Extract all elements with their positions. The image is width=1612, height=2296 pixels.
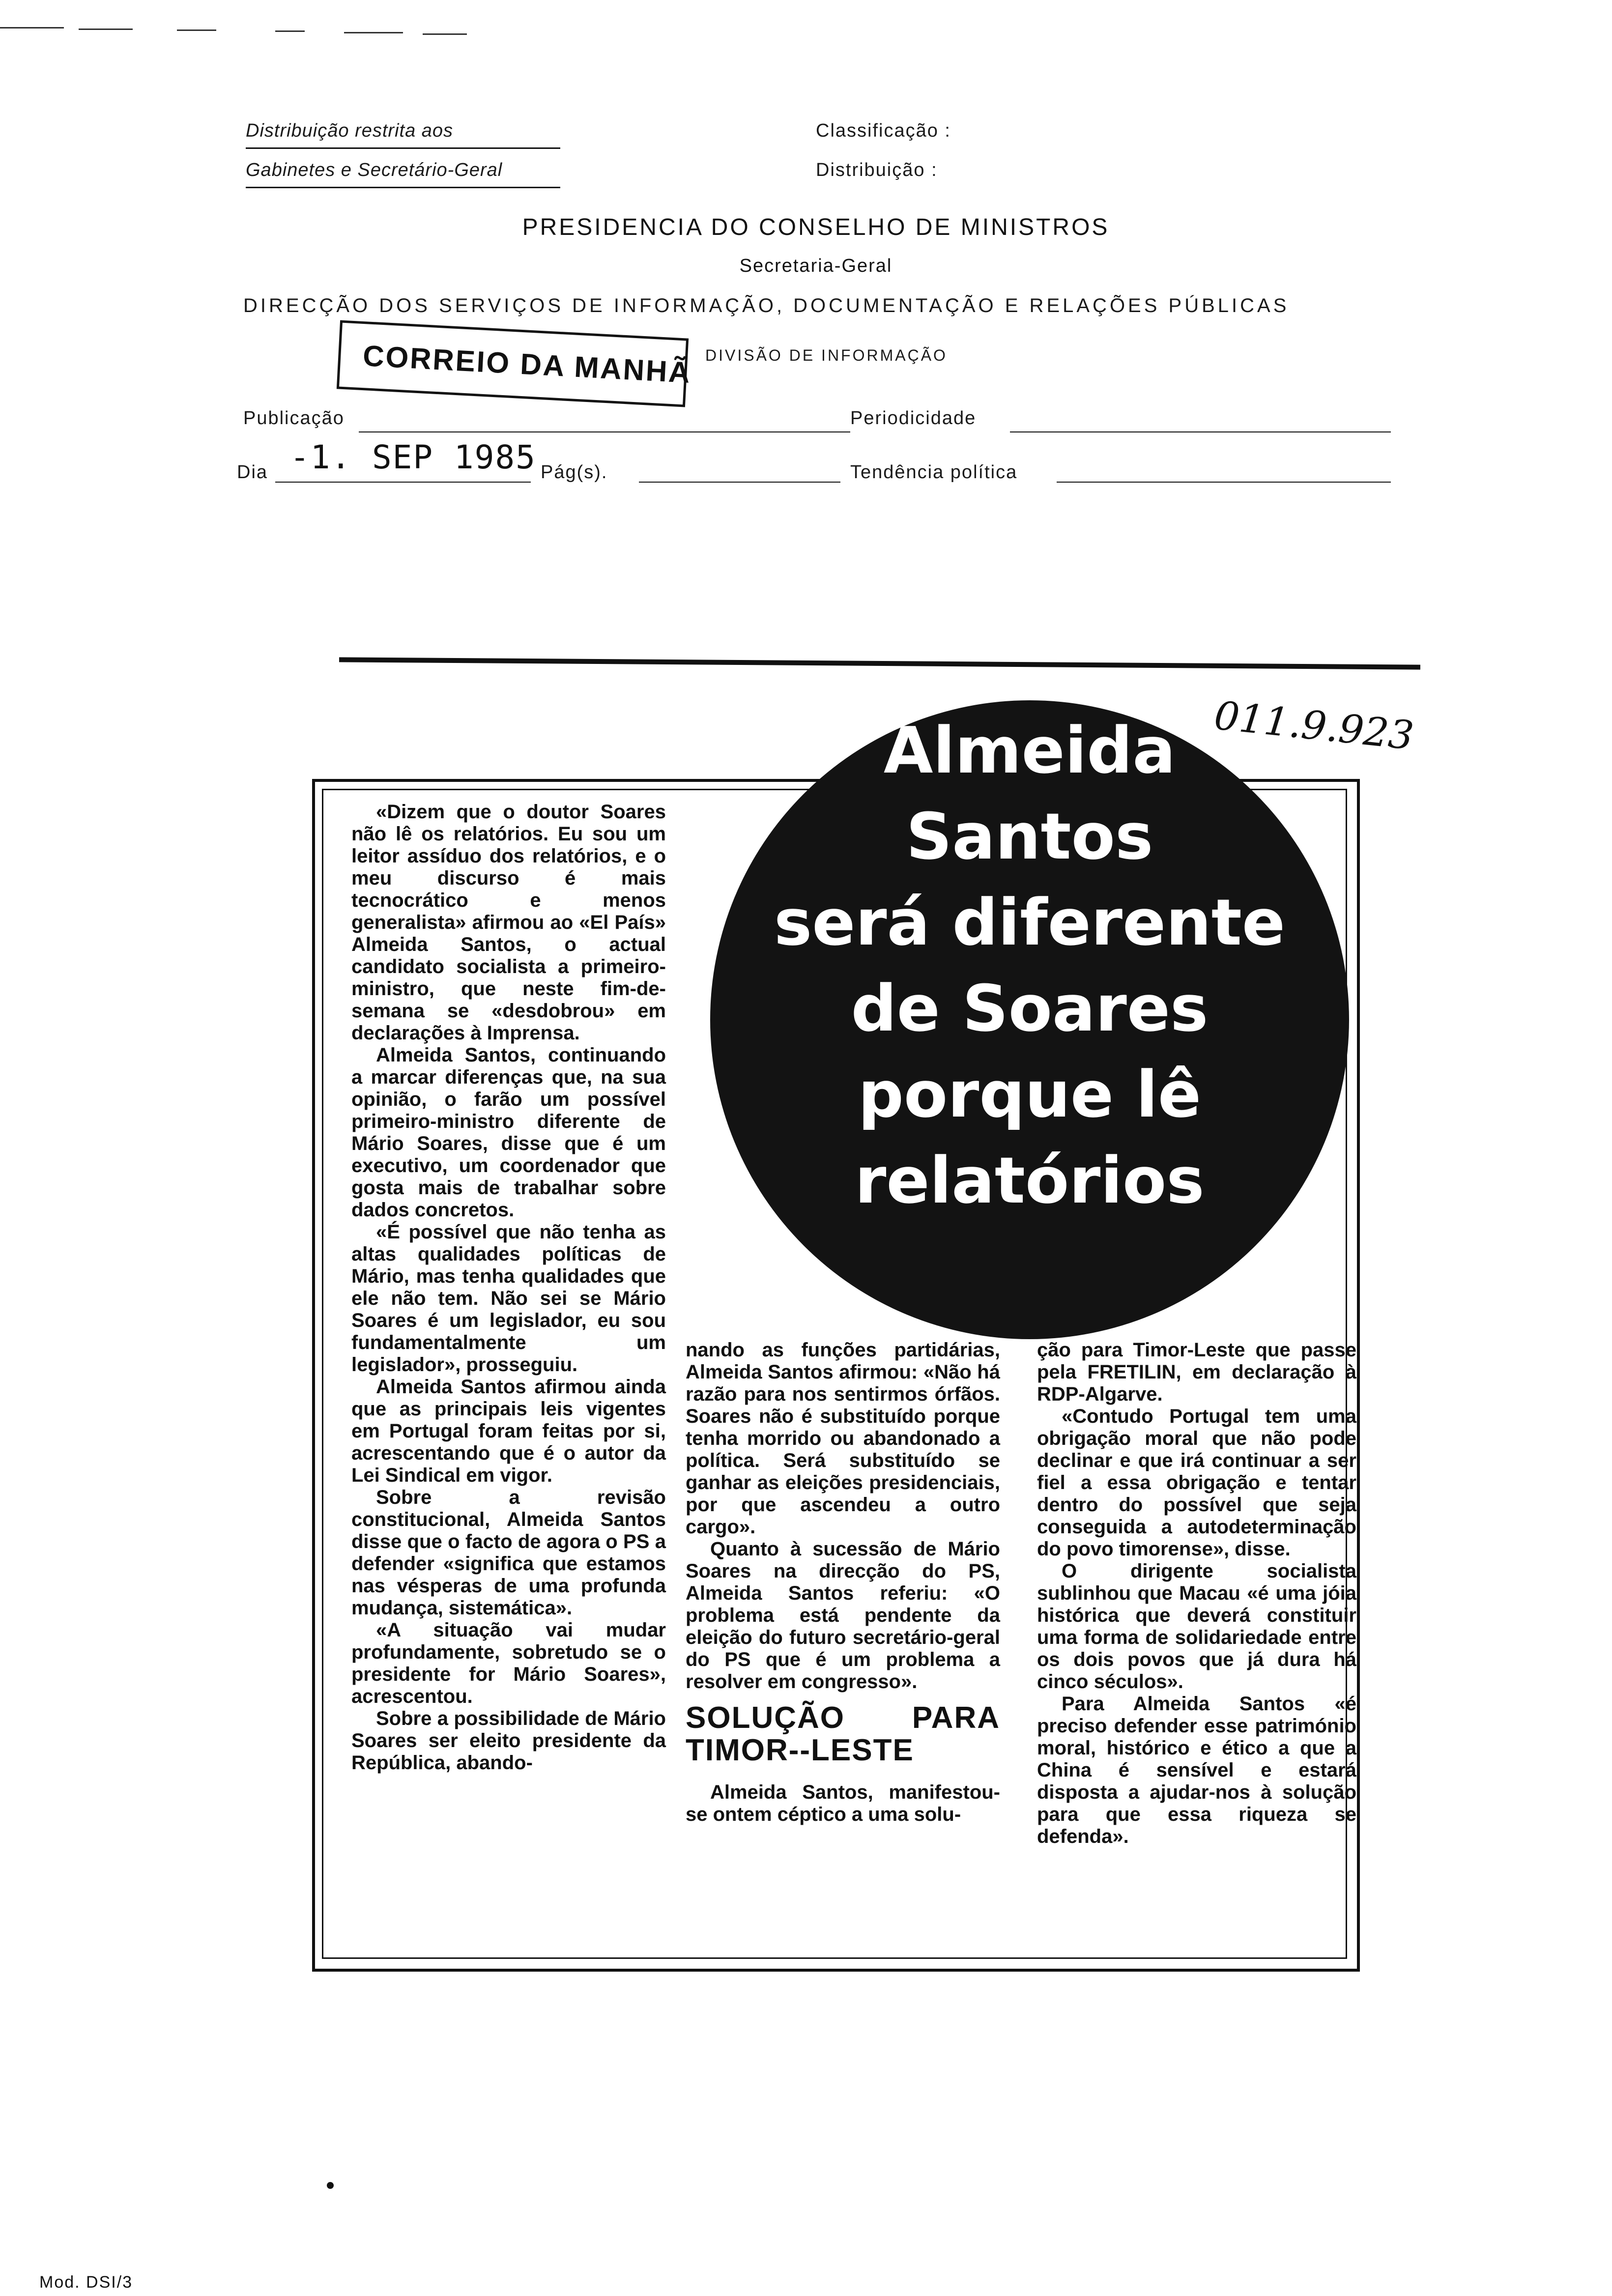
paragraph: «A situação vai mudar profundamente, sobretudo se o presidente for Mário Soares», acrescentou. — [351, 1619, 666, 1707]
paragraph: Almeida Santos afirmou ainda que as principais leis vigentes em Portugal foram feitas por si, acrescentando que é o autor da Lei Sindical em vigor. — [351, 1376, 666, 1486]
scan-edge-mark — [344, 32, 403, 33]
pages-field-line — [639, 482, 840, 483]
headline-line: porque lê — [858, 1057, 1202, 1132]
scan-edge-mark — [79, 29, 133, 30]
main-title: PRESIDENCIA DO CONSELHO DE MINISTROS — [522, 214, 1110, 240]
divider — [246, 147, 560, 149]
clipping-top-rule — [339, 657, 1420, 669]
subheading: SOLUÇÃO PARA TIMOR--LESTE — [686, 1701, 1000, 1767]
paragraph: Sobre a possibilidade de Mário Soares ser eleito presidente da República, abando- — [351, 1708, 666, 1774]
paragraph: «É possível que não tenha as altas qualidades políticas de Mário, mas tenha qualidades que ele não tem. Não sei se Mário Soares é um legislador, eu sou fundamentalmente um legislador», prosseguiu. — [351, 1221, 666, 1376]
day-field-line — [275, 482, 531, 483]
periodicity-label: Periodicidade — [850, 408, 977, 429]
headline-line: relatórios — [855, 1143, 1205, 1218]
tendency-label: Tendência política — [850, 462, 1018, 483]
publication-stamp-text: CORREIO DA MANHÃ — [362, 339, 692, 390]
distribution-note-line2: Gabinetes e Secretário-Geral — [246, 160, 503, 180]
scan-edge-mark — [177, 29, 216, 31]
scan-edge-mark — [423, 33, 467, 35]
secretariat-line — [0, 256, 1612, 277]
page-title — [0, 214, 1612, 241]
headline-line: Almeida — [883, 713, 1176, 788]
handwritten-annotation: 011.9.923 — [1212, 692, 1416, 759]
divider — [246, 187, 560, 188]
publication-label: Publicação — [243, 408, 345, 429]
day-label: Dia — [237, 462, 268, 483]
publication-stamp — [337, 320, 692, 407]
paragraph: Sobre a revisão constitucional, Almeida Santos disse que o facto de agora o PS a defender «significa que estamos nas vésperas de uma profunda mudança, sistemática». — [351, 1487, 666, 1619]
classification-label: Classificação : — [816, 120, 951, 141]
paragraph: ção para Timor-Leste que passe pela FRETILIN, em declaração à RDP-Algarve. — [1037, 1339, 1356, 1405]
article-column-1 — [351, 801, 666, 1774]
scan-edge-mark — [275, 30, 305, 32]
directorate: DIRECÇÃO DOS SERVIÇOS DE INFORMAÇÃO, DOCUMENTAÇÃO E RELAÇÕES PÚBLICAS — [243, 295, 1290, 316]
form-code: Mod. DSI/3 — [39, 2273, 133, 2292]
headline-line: Santos — [906, 799, 1153, 874]
paragraph: Almeida Santos, manifestou-se ontem céptico a uma solu- — [686, 1781, 1000, 1825]
paragraph: O dirigente socialista sublinhou que Macau «é uma jóia histórica que deverá constituir uma forma de solidariedade entre os dois povos que já dura há cinco séculos». — [1037, 1560, 1356, 1693]
paragraph: «Dizem que o doutor Soares não lê os relatórios. Eu sou um leitor assíduo dos relatórios, e o meu discurso é mais tecnocrático e menos generalista» afirmou ao «El País» Almeida Santos, o actual candidato socialista a primeiro-ministro, que neste fim-de-semana se «desdobrou» em declarações à Imprensa. — [351, 801, 666, 1044]
article-column-2 — [686, 1339, 1000, 1826]
paragraph: Quanto à sucessão de Mário Soares na direcção do PS, Almeida Santos referiu: «O problema está pendente da eleição do futuro secretário-geral do PS que é um problema a resolver em congresso». — [686, 1538, 1000, 1693]
paragraph: «Contudo Portugal tem uma obrigação moral que não pode declinar e que irá continuar a ser fiel a essa obrigação e tentar dentro do possível que seja conseguida a autodeterminação do povo timorense», disse. — [1037, 1406, 1356, 1560]
secretariat: Secretaria-Geral — [739, 256, 892, 276]
distribution-label: Distribuição : — [816, 160, 938, 180]
headline-line: de Soares — [851, 971, 1209, 1046]
distribution-note-line1: Distribuição restrita aos — [246, 120, 454, 141]
tendency-field-line — [1057, 482, 1391, 483]
article-column-3 — [1037, 1339, 1356, 1848]
division: DIVISÃO DE INFORMAÇÃO — [705, 346, 948, 364]
pages-label: Pág(s). — [541, 462, 608, 483]
date-stamp: -1. SEP 1985 — [290, 438, 536, 476]
paragraph: Para Almeida Santos «é preciso defender esse património moral, histórico e ético a que a China é sensível e estará disposta a ajudar-nos à solução para que essa riqueza se defenda». — [1037, 1693, 1356, 1847]
headline-line: será diferente — [774, 885, 1286, 960]
paragraph: nando as funções partidárias, Almeida Santos afirmou: «Não há razão para nos sentirmos órfãos. Soares não é substituído porque tenha morrido ou abandonado a política. Será substituído se ganhar as eleições presidenciais, por que ascendeu a outro cargo». — [686, 1339, 1000, 1538]
scan-dot — [327, 2182, 334, 2189]
paragraph: Almeida Santos, continuando a marcar diferenças que, na sua opinião, o farão um possível primeiro-ministro diferente de Mário Soares, disse que é um executivo, um coordenador que gosta mais de trabalhar sobre dados concretos. — [351, 1044, 666, 1221]
publication-field-line — [359, 431, 850, 432]
headline — [710, 708, 1349, 1224]
periodicity-field-line — [1010, 431, 1391, 432]
scan-edge-mark — [0, 27, 64, 29]
